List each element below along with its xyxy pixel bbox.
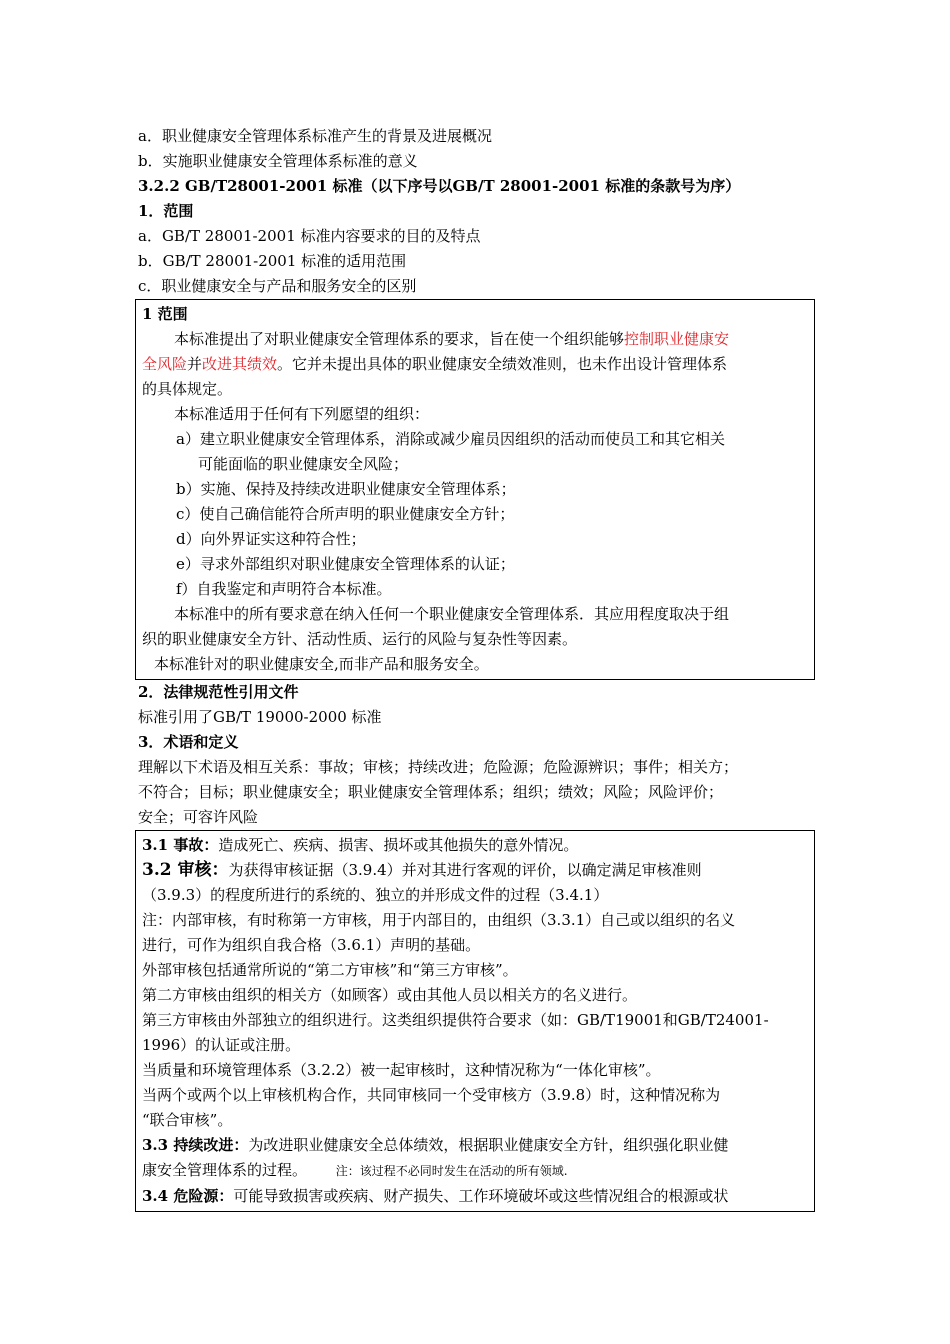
intro-item-a: a．职业健康安全管理体系标准产生的背景及进展概况	[138, 127, 492, 145]
scope-list-e: e）寻求外部组织对职业健康安全管理体系的认证；	[176, 555, 515, 573]
scope-paragraph-1-cont	[142, 352, 808, 377]
references-title: 2．法律规范性引用文件	[138, 683, 299, 701]
def-3-1-text: 造成死亡、疾病、损害、损坏或其他损失的意外情况。	[218, 836, 579, 854]
audit-note-3: 外部审核包括通常所说的“第二方审核”和“第三方审核”。	[142, 961, 518, 979]
audit-note-7: 当质量和环境管理体系（3.2.2）被一起审核时，这种情况称为“一体化审核”。	[142, 1061, 661, 1079]
scope-paragraph-1-end: 的具体规定。	[142, 380, 233, 398]
scope-box-title: 1 范围	[142, 305, 188, 323]
def-3-3-note: 注：该过程不必同时发生在活动的所有领域.	[335, 1164, 568, 1178]
scope-list-a-cont: 可能面临的职业健康安全风险；	[198, 455, 409, 473]
terms-line-3: 安全；可容许风险	[138, 808, 259, 826]
scope-item-a: a．GB/T 28001-2001 标准内容要求的目的及特点	[138, 227, 481, 245]
section-heading: 3.2.2 GB/T28001-2001 标准（以下序号以GB/T 28001-2001 标准的条款号为序）	[138, 177, 741, 195]
audit-note-4: 第二方审核由组织的相关方（如顾客）或由其他人员以相关方的名义进行。	[142, 986, 638, 1004]
scope-p1-and: 并	[187, 355, 203, 373]
audit-note-9: “联合审核”。	[142, 1111, 233, 1129]
def-3-2-text: 为获得审核证据（3.9.4）并对其进行客观的评价，以确定满足审核准则	[228, 861, 702, 879]
highlight-improve: 改进其绩效	[202, 355, 278, 373]
def-3-4-term: 3.4 危险源：	[142, 1187, 234, 1205]
def-3-3	[142, 1133, 808, 1158]
terms-line-1: 理解以下术语及相互关系：事故；审核；持续改进；危险源；危险源辨识；事件；相关方；	[138, 758, 739, 776]
terms-line-2: 不符合；目标；职业健康安全；职业健康安全管理体系；组织；绩效；风险；风险评价；	[138, 783, 724, 801]
scope-paragraph-4: 本标准针对的职业健康安全,而非产品和服务安全。	[154, 655, 489, 673]
scope-item-b: b．GB/T 28001-2001 标准的适用范围	[138, 252, 407, 270]
def-3-1	[142, 833, 808, 858]
scope-paragraph-3: 本标准中的所有要求意在纳入任何一个职业健康安全管理体系．其应用程度取决于组	[174, 605, 730, 623]
scope-list-d: d）向外界证实这种符合性；	[176, 530, 366, 548]
intro-item-b: b．实施职业健康安全管理体系标准的意义	[138, 152, 418, 170]
scope-list-a: a）建立职业健康安全管理体系，消除或减少雇员因组织的活动而使员工和其它相关	[176, 430, 725, 448]
def-3-2-cont: （3.9.3）的程度所进行的系统的、独立的并形成文件的过程（3.4.1）	[142, 886, 609, 904]
scope-paragraph-2: 本标准适用于任何有下列愿望的组织：	[174, 405, 430, 423]
scope-list-c: c）使自己确信能符合所声明的职业健康安全方针；	[176, 505, 515, 523]
audit-note-6: 1996）的认证或注册。	[142, 1036, 301, 1054]
highlight-control-risk: 控制职业健康安	[624, 330, 730, 348]
definitions-box	[135, 830, 815, 1212]
scope-list-f: f）自我鉴定和声明符合本标准。	[176, 580, 392, 598]
scope-item-c: c．职业健康安全与产品和服务安全的区别	[138, 277, 417, 295]
terms-title: 3．术语和定义	[138, 733, 239, 751]
document-content	[138, 124, 818, 1212]
scope-list-b: b）实施、保持及持续改进职业健康安全管理体系；	[176, 480, 516, 498]
def-3-3-text-2: 康安全管理体系的过程。	[142, 1161, 308, 1179]
audit-note-2: 进行，可作为组织自我合格（3.6.1）声明的基础。	[142, 936, 481, 954]
audit-note-8: 当两个或两个以上审核机构合作，共同审核同一个受审核方（3.9.8）时，这种情况称为	[142, 1086, 721, 1104]
references-text: 标准引用了GB/T 19000-2000 标准	[138, 708, 382, 726]
scope-title: 1．范围	[138, 202, 194, 220]
audit-note-5: 第三方审核由外部独立的组织进行。这类组织提供符合要求（如：GB/T19001和GB/T24001-	[142, 1011, 769, 1029]
def-3-4-text: 可能导致损害或疾病、财产损失、工作环境破坏或这些情况组合的根源或状	[233, 1187, 729, 1205]
scope-paragraph-1	[142, 327, 808, 352]
def-3-3-term: 3.3 持续改进：	[142, 1136, 249, 1154]
audit-note-1: 注：内部审核，有时称第一方审核，用于内部目的，由组织（3.3.1）自己或以组织的名义	[142, 911, 736, 929]
scope-p1-text: 本标准提出了对职业健康安全管理体系的要求，旨在使一个组织能够	[174, 330, 625, 348]
def-3-3-text: 为改进职业健康安全总体绩效，根据职业健康安全方针，组织强化职业健	[248, 1136, 729, 1154]
def-3-2	[142, 858, 808, 883]
scope-paragraph-3-cont: 织的职业健康安全方针、活动性质、运行的风险与复杂性等因素。	[142, 630, 578, 648]
highlight-risk-end: 全风险	[142, 355, 188, 373]
scope-p1-text-2: 。它并未提出具体的职业健康安全绩效准则，也未作出设计管理体系	[277, 355, 728, 373]
def-3-2-term: 3.2 审核：	[142, 860, 229, 880]
scope-box	[135, 299, 815, 680]
def-3-1-term: 3.1 事故：	[142, 836, 219, 854]
def-3-3-cont	[142, 1158, 808, 1184]
def-3-4	[142, 1184, 808, 1209]
